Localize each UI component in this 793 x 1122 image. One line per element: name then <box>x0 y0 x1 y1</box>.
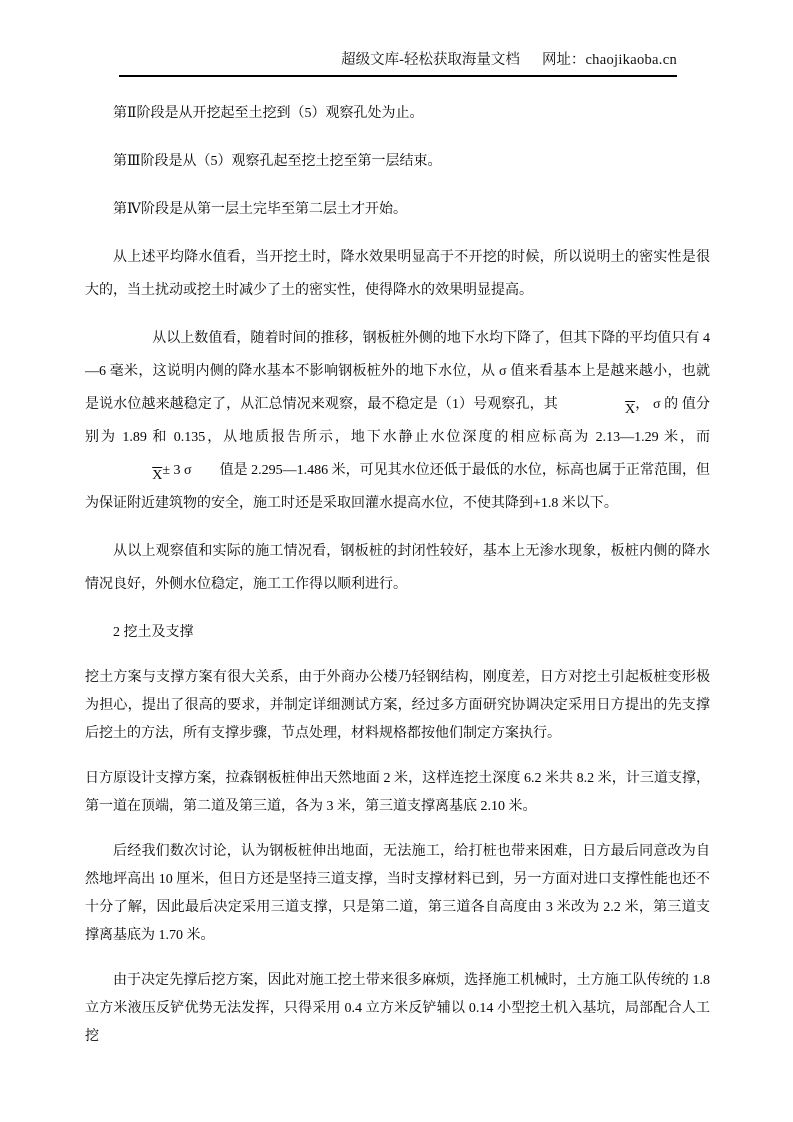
observation-text-2: ， σ 的 值分别为 1.89 和 0.135，从地质报告所示，地下水静止水位深度的相应标高为 2.13—1.29 米，而 <box>85 397 711 445</box>
paragraph-japanese-original-design: 日方原设计支撑方案，拉森钢板桩伸出天然地面 2 米，这样连挖土深度 6.2 米共 8.2 米，计三道支撑，第一道在顶端，第二道及第三道，各为 3 米，第三道支撑离基底 2.10 米。 <box>85 771 710 814</box>
paragraph-dewatering-summary: 从上述平均降水值看，当开挖土时，降水效果明显高于不开挖的时候，所以说明土的密实性是很大的，当土扰动或挖土时减少了土的密实性，使得降水的效果明显提高。 <box>85 250 710 298</box>
header-url-label: 网址： <box>541 52 586 68</box>
paragraph-machinery-selection: 由于决定先撑后挖方案，因此对施工挖土带来很多麻烦，选择施工机械时，土方施工队传统的 1.8 立方米液压反铲优势无法发挥，只得采用 0.4 立方米反铲辅以 0.14 小型挖土机入基坑，局部配合人工挖 <box>85 973 710 1044</box>
paragraph-stage-2: 第Ⅱ阶段是从开挖起至土挖到（5）观察孔处为止。 <box>113 106 424 121</box>
x-bar-symbol: $\overline{X}$ <box>625 402 636 417</box>
paragraph-sheet-pile-conclusion: 从以上观察值和实际的施工情况看，钢板桩的封闭性较好，基本上无渗水现象，板桩内侧的降水情况良好，外侧水位稳定，施工工作得以顺利进行。 <box>85 544 710 592</box>
header-site-name: 超级文库-轻松获取海量文档 <box>341 52 520 68</box>
observation-text-3: ± 3 σ 值是 2.295—1.486 米，可见其水位还低于最低的水位，标高也属于正常范围，但为保证附近建筑物的安全，施工时还是采取回灌水提高水位，不使其降到+1.8 米以下。 <box>85 463 710 511</box>
paragraph-stage-4: 第Ⅳ阶段是从第一层土完毕至第二层土才开始。 <box>113 202 407 217</box>
document-body <box>85 97 710 1068</box>
paragraph-observation-values <box>85 322 710 520</box>
observation-text-1: 从以上数值看，随着时间的推移，钢板桩外侧的地下水均下降了，但其下降的平均值只有 4—6 毫米，这说明内侧的降水基本不影响钢板桩外的地下水位，从 σ 值来看基本上是越来越小，也就是说水位越来越稳定了，从汇总情况来观察，最不稳定是（1）号观察孔，其 <box>85 331 710 412</box>
page-header <box>119 50 677 77</box>
paragraph-design-discussion: 后经我们数次讨论，认为钢板桩伸出地面，无法施工，给打桩也带来困难，日方最后同意改为自然地坪高出 10 厘米，但日方还是坚持三道支撑，当时支撑材料已到，另一方面对进口支撑性能也还不十分了解，因此最后决定采用三道支撑，只是第二道，第三道各自高度由 3 米改为 2.2 米，第三道支撑离基底为 1.70 米。 <box>85 844 710 943</box>
header-url: chaojikaoba.cn <box>585 52 677 68</box>
paragraph-excavation-plan: 挖土方案与支撑方案有很大关系，由于外商办公楼乃轻钢结构，刚度差，日方对挖土引起板桩变形极为担心，提出了很高的要求，并制定详细测试方案，经过多方面研究协调决定采用日方提出的先支撑后挖土的方法，所有支撑步骤，节点处理，材料规格都按他们制定方案执行。 <box>85 670 710 741</box>
section-heading-excavation-support: 2 挖土及支撑 <box>113 625 194 640</box>
paragraph-stage-3: 第Ⅲ阶段是从（5）观察孔起至挖土挖至第一层结束。 <box>113 154 442 169</box>
x-bar-symbol: $\overline{X}$ <box>152 468 163 483</box>
